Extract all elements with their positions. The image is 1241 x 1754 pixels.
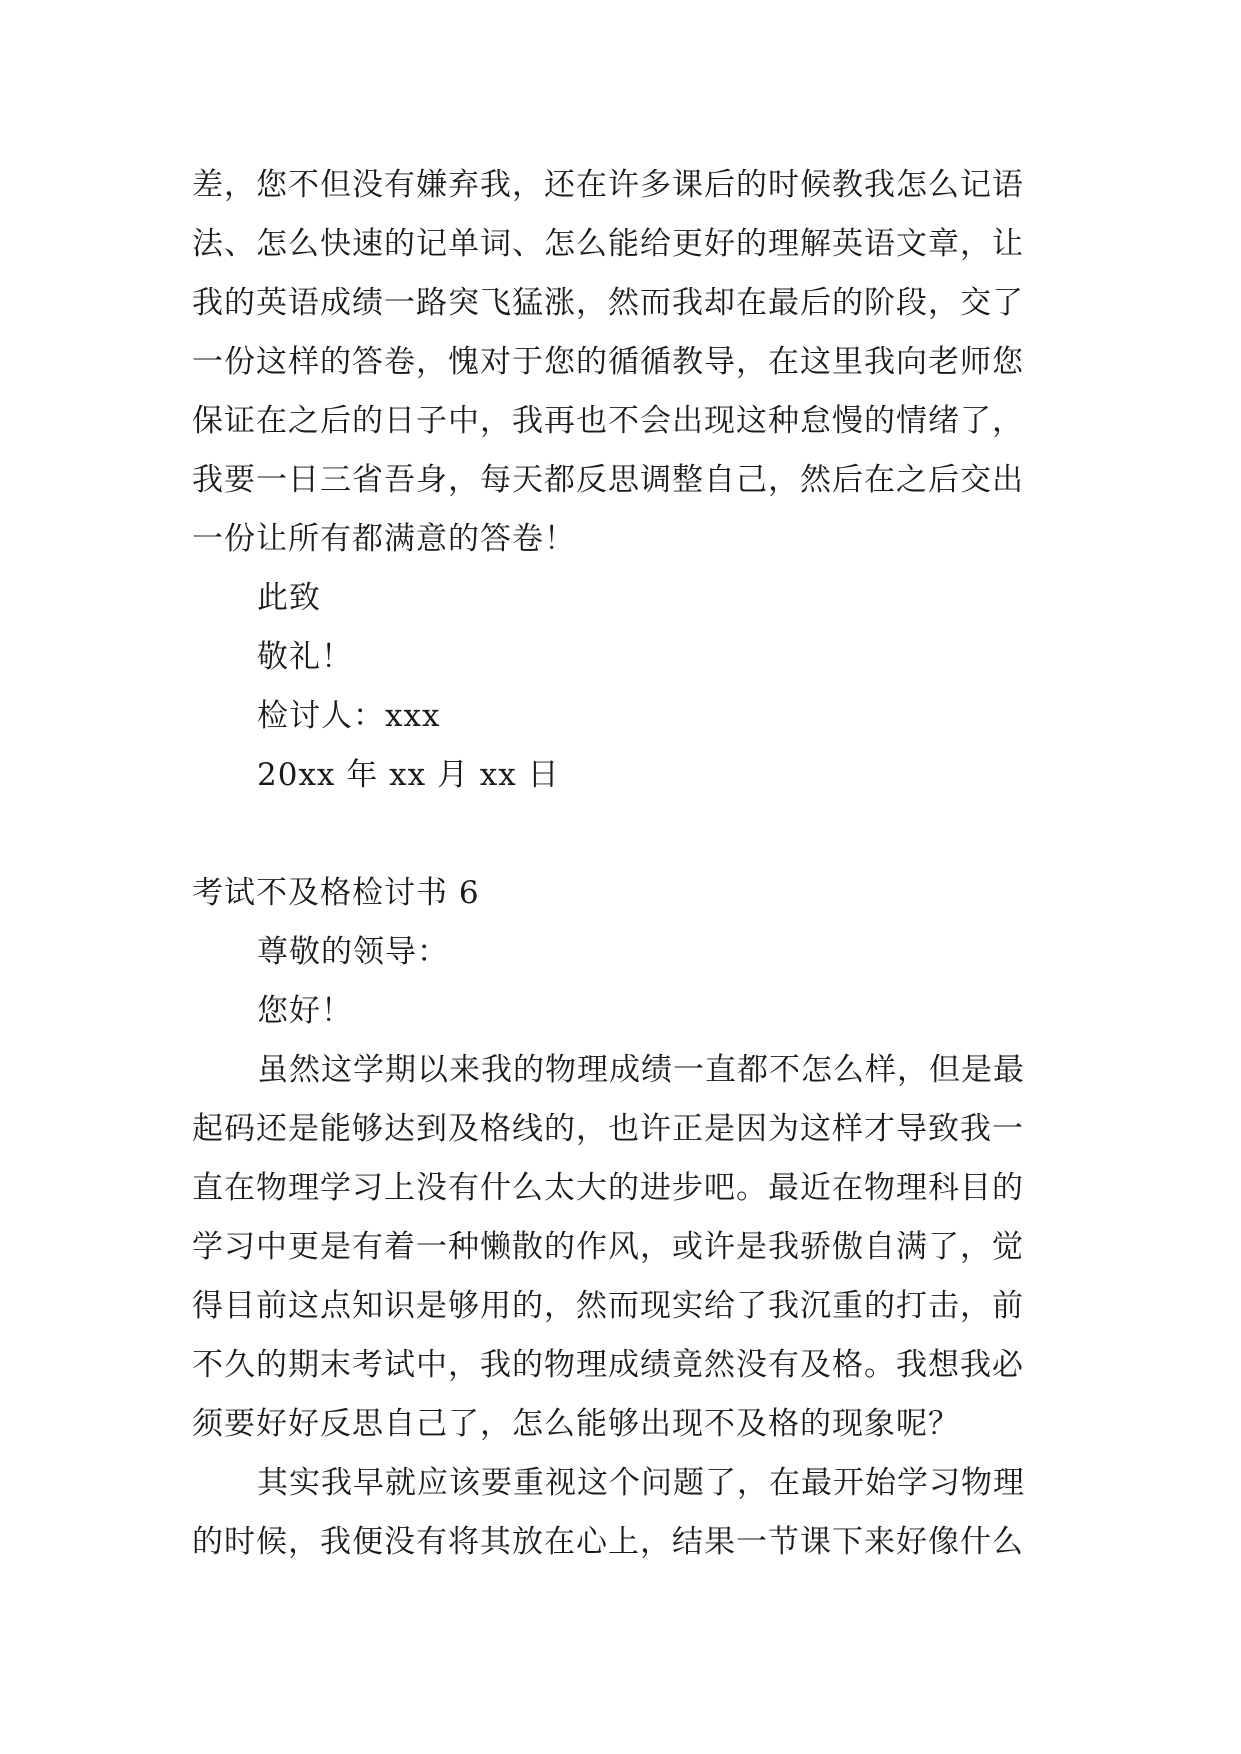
salutation: 尊敬的领导： <box>257 934 449 970</box>
body-line: 须要好好反思自己了，怎么能够出现不及格的现象呢？ <box>192 1406 960 1442</box>
body-line: 一份这样的答卷，愧对于您的循循教导，在这里我向老师您 <box>192 344 1024 380</box>
body-line: 我的英语成绩一路突飞猛涨，然而我却在最后的阶段，交了 <box>192 285 1024 321</box>
body-line: 直在物理学习上没有什么太大的进步吧。最近在物理科目的 <box>192 1170 1024 1206</box>
date-line: 20xx 年 xx 月 xx 日 <box>257 757 560 793</box>
body-line: 其实我早就应该要重视这个问题了，在最开始学习物理 <box>257 1465 1025 1501</box>
body-line: 差，您不但没有嫌弃我，还在许多课后的时候教我怎么记语 <box>192 167 1024 203</box>
body-line: 起码还是能够达到及格线的，也许正是因为这样才导致我一 <box>192 1111 1024 1147</box>
body-line: 学习中更是有着一种懒散的作风，或许是我骄傲自满了，觉 <box>192 1229 1024 1265</box>
body-line: 不久的期末考试中，我的物理成绩竟然没有及格。我想我必 <box>192 1347 1024 1383</box>
body-line: 的时候，我便没有将其放在心上，结果一节课下来好像什么 <box>192 1524 1024 1560</box>
body-line: 虽然这学期以来我的物理成绩一直都不怎么样，但是最 <box>257 1052 1025 1088</box>
body-line: 保证在之后的日子中，我再也不会出现这种怠慢的情绪了， <box>192 403 1024 439</box>
body-line: 一份让所有都满意的答卷！ <box>192 521 576 557</box>
body-line: 得目前这点知识是够用的，然而现实给了我沉重的打击，前 <box>192 1288 1024 1324</box>
body-line: 法、怎么快速的记单词、怎么能给更好的理解英语文章，让 <box>192 226 1024 262</box>
body-line: 我要一日三省吾身，每天都反思调整自己，然后在之后交出 <box>192 462 1024 498</box>
closing-salute: 敬礼！ <box>257 639 353 675</box>
signer-line: 检讨人：xxx <box>257 698 441 734</box>
section-title: 考试不及格检讨书 6 <box>192 875 480 911</box>
closing-phrase: 此致 <box>257 580 321 616</box>
greeting: 您好！ <box>257 993 353 1029</box>
